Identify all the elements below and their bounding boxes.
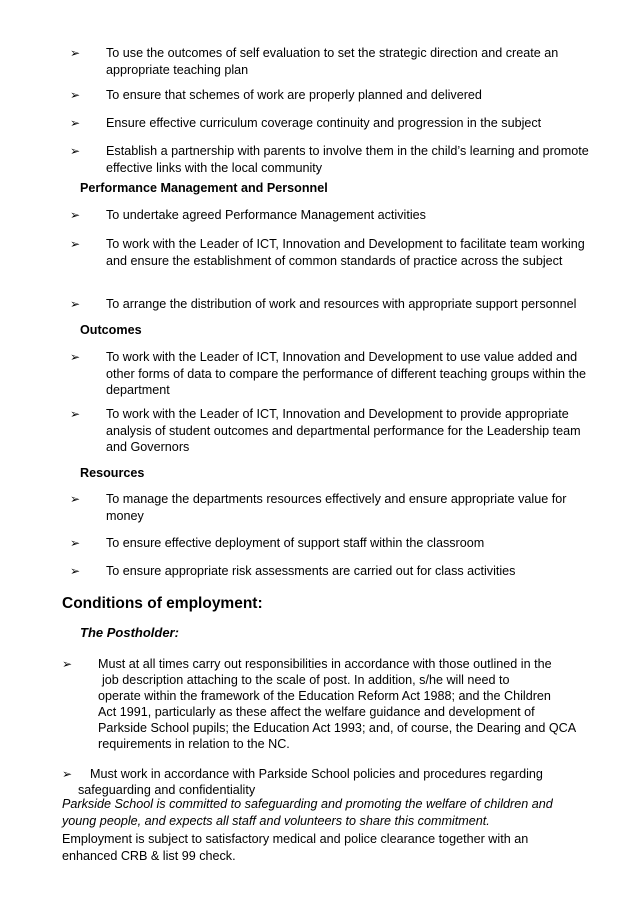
arrow-bullet-icon: ➢ (70, 350, 81, 364)
list-item-text: To work with the Leader of ICT, Innovation and Development to provide appropriate analysis of student outcomes and departmental performance for the Leadership team and Governors (106, 407, 581, 454)
arrow-bullet-icon: ➢ (70, 407, 81, 421)
employment-note: Employment is subject to satisfactory medical and police clearance together with an enhanced CRB & list 99 check. (62, 832, 529, 863)
arrow-bullet-icon: ➢ (70, 297, 81, 311)
list-item-text: To work with the Leader of ICT, Innovation and Development to use value added and other forms of data to compare the performance of different teaching groups within the department (106, 350, 587, 397)
arrow-bullet-icon: ➢ (70, 88, 81, 102)
list-item-text: Establish a partnership with parents to involve them in the child’s learning and promote effective links with the local community (106, 144, 589, 175)
arrow-bullet-icon: ➢ (70, 116, 81, 130)
arrow-bullet-icon: ➢ (70, 237, 81, 251)
text-line: Act 1991, particularly as these affect the welfare guidance and development of (98, 705, 535, 719)
arrow-bullet-icon: ➢ (70, 208, 81, 222)
conditions-heading: Conditions of employment: (62, 595, 263, 612)
list-item-text: To ensure that schemes of work are properly planned and delivered (106, 88, 482, 102)
list-item-text: To work with the Leader of ICT, Innovation and Development to facilitate team working and ensure the establishment of common standards of practice across the subject (106, 237, 585, 268)
postholder-subheading: The Postholder: (80, 625, 179, 640)
arrow-bullet-icon: ➢ (70, 144, 81, 158)
section-heading-resources: Resources (80, 466, 145, 480)
list-item-text: To arrange the distribution of work and resources with appropriate support personnel (106, 297, 577, 311)
text-line: Must work in accordance with Parkside School policies and procedures regarding (90, 767, 543, 781)
arrow-bullet-icon: ➢ (62, 657, 73, 671)
text-line: Must at all times carry out responsibilities in accordance with those outlined in the (98, 657, 552, 671)
text-line: safeguarding and confidentiality (78, 783, 256, 797)
text-line: operate within the framework of the Education Reform Act 1988; and the Children (98, 689, 551, 703)
section-heading-performance: Performance Management and Personnel (80, 181, 328, 195)
arrow-bullet-icon: ➢ (70, 536, 81, 550)
list-item-text: To manage the departments resources effectively and ensure appropriate value for money (106, 492, 567, 523)
arrow-bullet-icon: ➢ (70, 492, 81, 506)
text-line: job description attaching to the scale of post. In addition, s/he will need to (102, 673, 510, 687)
safeguarding-statement: Parkside School is committed to safeguarding and promoting the welfare of children and young people, and expects all staff and volunteers to share this commitment. (62, 797, 553, 828)
list-item-text: Ensure effective curriculum coverage continuity and progression in the subject (106, 116, 542, 130)
list-item-text: To ensure effective deployment of support staff within the classroom (106, 536, 485, 550)
text-line: requirements in relation to the NC. (98, 737, 290, 751)
section-heading-outcomes: Outcomes (80, 323, 142, 337)
list-item-text: To ensure appropriate risk assessments are carried out for class activities (106, 564, 516, 578)
list-item-text: To use the outcomes of self evaluation to set the strategic direction and create an appropriate teaching plan (106, 46, 559, 77)
arrow-bullet-icon: ➢ (70, 564, 81, 578)
list-item-text: To undertake agreed Performance Management activities (106, 208, 426, 222)
arrow-bullet-icon: ➢ (62, 767, 73, 781)
text-line: Parkside School pupils; the Education Act 1993; and, of course, the Dearing and QCA (98, 721, 577, 735)
arrow-bullet-icon: ➢ (70, 46, 81, 60)
